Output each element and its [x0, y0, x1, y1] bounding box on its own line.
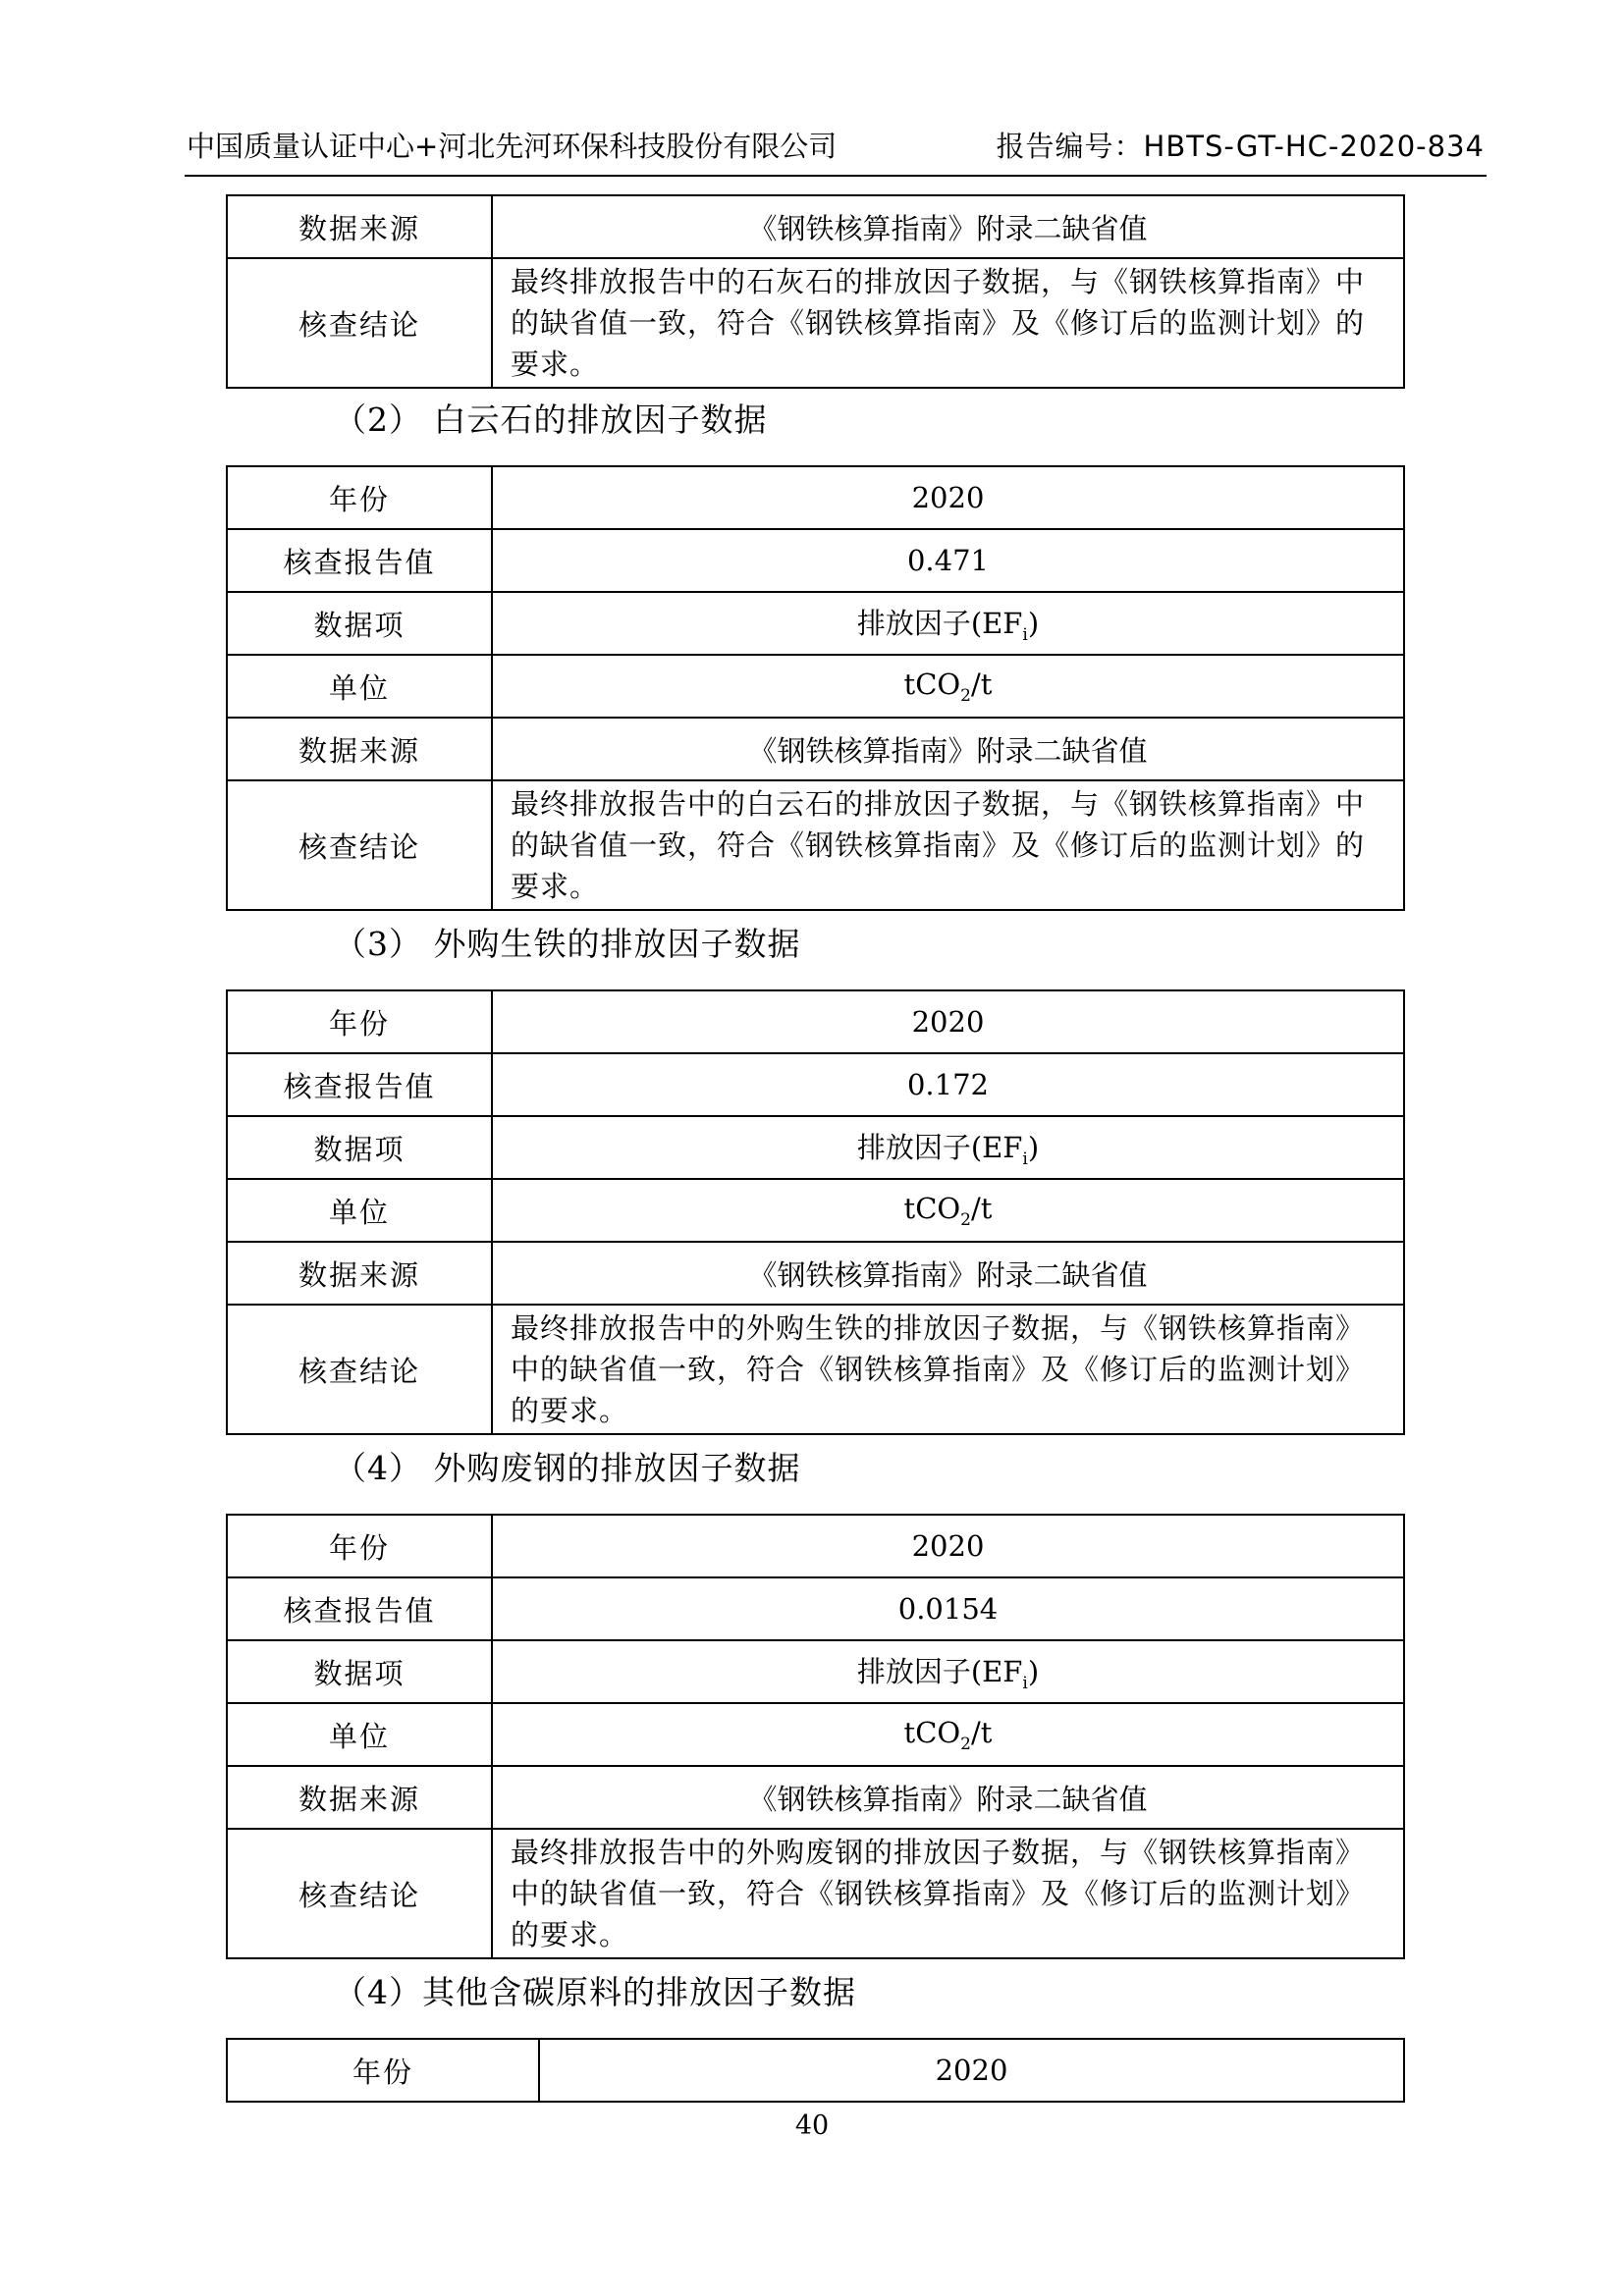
other-carbon-materials-table [226, 2038, 1405, 2103]
table-row [227, 1515, 1404, 1577]
label-source: 数据来源 [227, 1242, 492, 1305]
label-source: 数据来源 [227, 195, 492, 258]
table-row [227, 195, 1404, 258]
value-unit: tCO$_2$/t [492, 1703, 1404, 1766]
value-source: 《钢铁核算指南》附录二缺省值 [492, 1242, 1404, 1305]
label-year: 年份 [227, 466, 492, 529]
table-row [227, 1305, 1404, 1434]
label-report-value: 核查报告值 [227, 1053, 492, 1116]
value-year: 2020 [539, 2039, 1404, 2102]
page-number: 40 [794, 2110, 830, 2141]
label-year: 年份 [227, 990, 492, 1053]
section-title-scrap-steel: （4） 外购废钢的排放因子数据 [334, 1449, 801, 1487]
value-year: 2020 [492, 990, 1404, 1053]
label-year: 年份 [227, 1515, 492, 1577]
limestone-table-continued [226, 194, 1405, 389]
value-source: 《钢铁核算指南》附录二缺省值 [492, 195, 1404, 258]
table-row [227, 258, 1404, 388]
label-report-value: 核查报告值 [227, 529, 492, 592]
header-report-number: 报告编号：HBTS-GT-HC-2020-834 [996, 130, 1485, 163]
value-data-item: 排放因子$(EF_i)$ [492, 592, 1404, 655]
value-source: 《钢铁核算指南》附录二缺省值 [492, 718, 1404, 780]
value-report-value: 0.471 [492, 529, 1404, 592]
value-conclusion: 最终排放报告中的外购生铁的排放因子数据，与《钢铁核算指南》中的缺省值一致，符合《钢铁核算指南》及《修订后的监测计划》的要求。 [492, 1305, 1404, 1434]
label-unit: 单位 [227, 1703, 492, 1766]
label-conclusion: 核查结论 [227, 780, 492, 910]
table-row [227, 1640, 1404, 1703]
label-source: 数据来源 [227, 718, 492, 780]
value-source: 《钢铁核算指南》附录二缺省值 [492, 1766, 1404, 1829]
label-year: 年份 [227, 2039, 539, 2102]
header-organization: 中国质量认证中心+河北先河环保科技股份有限公司 [187, 130, 838, 163]
page-header [185, 130, 1487, 177]
label-unit: 单位 [227, 655, 492, 718]
value-report-value: 0.172 [492, 1053, 1404, 1116]
table-row [227, 1766, 1404, 1829]
label-report-value: 核查报告值 [227, 1577, 492, 1640]
value-data-item: 排放因子$(EF_i)$ [492, 1116, 1404, 1179]
label-conclusion: 核查结论 [227, 258, 492, 388]
table-row [227, 718, 1404, 780]
label-conclusion: 核查结论 [227, 1305, 492, 1434]
table-row [227, 1179, 1404, 1242]
table-row [227, 592, 1404, 655]
table-row [227, 990, 1404, 1053]
value-unit: tCO$_2$/t [492, 1179, 1404, 1242]
value-conclusion: 最终排放报告中的外购废钢的排放因子数据，与《钢铁核算指南》中的缺省值一致，符合《钢铁核算指南》及《修订后的监测计划》的要求。 [492, 1829, 1404, 1958]
table-row [227, 1116, 1404, 1179]
dolomite-table [226, 465, 1405, 911]
value-unit: tCO$_2$/t [492, 655, 1404, 718]
section-title-pig-iron: （3） 外购生铁的排放因子数据 [334, 925, 801, 963]
label-unit: 单位 [227, 1179, 492, 1242]
value-report-value: 0.0154 [492, 1577, 1404, 1640]
value-conclusion: 最终排放报告中的石灰石的排放因子数据，与《钢铁核算指南》中的缺省值一致，符合《钢铁核算指南》及《修订后的监测计划》的要求。 [492, 258, 1404, 388]
table-row [227, 1242, 1404, 1305]
label-data-item: 数据项 [227, 592, 492, 655]
scrap-steel-table [226, 1514, 1405, 1959]
table-row [227, 1577, 1404, 1640]
table-row [227, 780, 1404, 910]
section-title-dolomite: （2） 白云石的排放因子数据 [334, 400, 768, 439]
table-row [227, 1703, 1404, 1766]
value-year: 2020 [492, 466, 1404, 529]
value-year: 2020 [492, 1515, 1404, 1577]
table-row [227, 2039, 1404, 2102]
label-data-item: 数据项 [227, 1116, 492, 1179]
table-row [227, 1053, 1404, 1116]
label-conclusion: 核查结论 [227, 1829, 492, 1958]
value-data-item: 排放因子$(EF_i)$ [492, 1640, 1404, 1703]
label-source: 数据来源 [227, 1766, 492, 1829]
pig-iron-table [226, 989, 1405, 1435]
label-data-item: 数据项 [227, 1640, 492, 1703]
table-row [227, 529, 1404, 592]
table-row [227, 466, 1404, 529]
table-row [227, 1829, 1404, 1958]
value-conclusion: 最终排放报告中的白云石的排放因子数据，与《钢铁核算指南》中的缺省值一致，符合《钢铁核算指南》及《修订后的监测计划》的要求。 [492, 780, 1404, 910]
table-row [227, 655, 1404, 718]
section-title-other-carbon-materials: （4）其他含碳原料的排放因子数据 [334, 1973, 856, 2011]
